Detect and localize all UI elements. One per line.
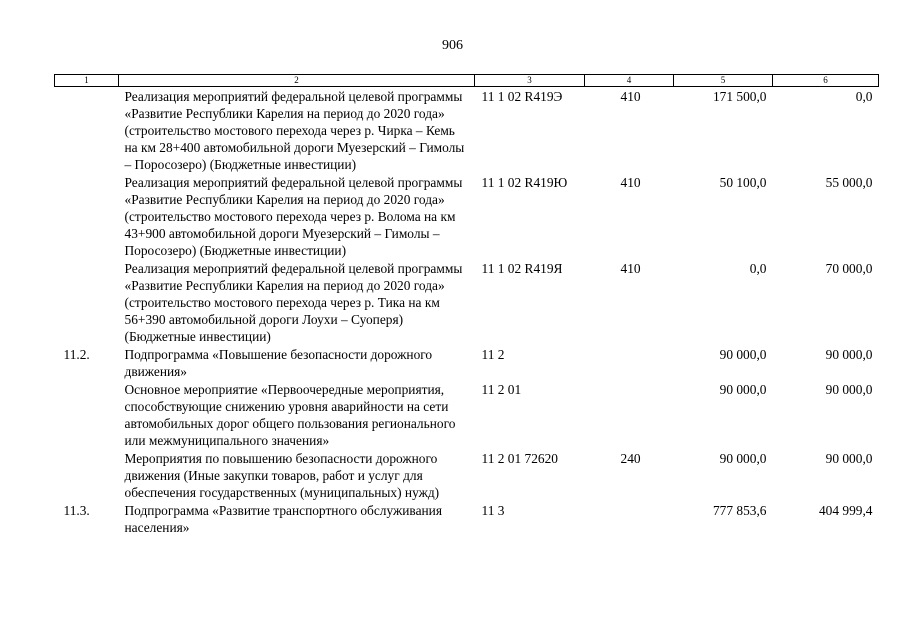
row-number xyxy=(55,87,119,174)
column-header-2: 2 xyxy=(119,75,475,87)
table-header-row xyxy=(55,75,879,87)
row-expense-type xyxy=(585,501,674,536)
row-sum-col6: 404 999,4 xyxy=(818,503,873,518)
row-sum-col5: 90 000,0 xyxy=(719,347,767,362)
table-row xyxy=(55,501,879,536)
row-expense-type: 410 xyxy=(620,261,641,276)
row-code: 11 3 xyxy=(481,503,505,518)
row-sum-col6: 90 000,0 xyxy=(825,382,873,397)
row-code: 11 2 01 xyxy=(481,382,522,397)
row-sum-col6: 90 000,0 xyxy=(825,347,873,362)
row-name: Подпрограмма «Развитие транспортного обслуживания населения» xyxy=(124,503,443,535)
row-sum-col6: 70 000,0 xyxy=(825,261,873,276)
table-row xyxy=(55,345,879,380)
row-code: 11 1 02 R419Я xyxy=(481,261,563,276)
column-header-1: 1 xyxy=(55,75,119,87)
row-sum-col5: 171 500,0 xyxy=(712,89,767,104)
table-row xyxy=(55,87,879,174)
column-header-5: 5 xyxy=(674,75,773,87)
row-sum-col5: 90 000,0 xyxy=(719,382,767,397)
row-sum-col5: 777 853,6 xyxy=(712,503,767,518)
row-code: 11 1 02 R419Ю xyxy=(481,175,568,190)
row-sum-col5: 50 100,0 xyxy=(719,175,767,190)
column-header-3: 3 xyxy=(475,75,585,87)
table-row xyxy=(55,449,879,501)
row-number xyxy=(55,173,119,259)
column-header-4: 4 xyxy=(585,75,674,87)
row-name: Реализация мероприятий федеральной целевой программы «Развитие Республики Карелия на период до 2020 года» (строительство мостового перехода через р. Волома на км 43+900 автомобильной дороги Муезерский – Гимолы – Поросозеро) (Бюджетные инвестиции) xyxy=(124,175,463,258)
row-number: 11.2. xyxy=(63,347,90,362)
row-name: Мероприятия по повышению безопасности дорожного движения (Иные закупки товаров, работ и услуг для обеспечения государственных (муниципальных) нужд) xyxy=(124,451,440,500)
row-sum-col5: 90 000,0 xyxy=(719,451,767,466)
row-name: Реализация мероприятий федеральной целевой программы «Развитие Республики Карелия на период до 2020 года» (строительство мостового перехода через р. Тика на км 56+390 автомобильной дороги Лоухи – Суоперя) (Бюджетные инвестиции) xyxy=(124,261,463,344)
row-number xyxy=(55,449,119,501)
row-sum-col6: 90 000,0 xyxy=(825,451,873,466)
row-name: Реализация мероприятий федеральной целевой программы «Развитие Республики Карелия на период до 2020 года» (строительство мостового перехода через р. Чирка – Кемь на км 28+400 автомобильной дороги Муезерский – Гимолы – Поросозеро) (Бюджетные инвестиции) xyxy=(124,89,465,172)
table-row xyxy=(55,259,879,345)
row-name: Основное мероприятие «Первоочередные мероприятия, способствующие снижению уровня аварийности на сети автомобильных дорог общего пользования регионального или межмуниципального значения» xyxy=(124,382,456,448)
row-expense-type: 240 xyxy=(620,451,641,466)
row-expense-type xyxy=(585,380,674,449)
row-expense-type: 410 xyxy=(620,89,641,104)
table-row xyxy=(55,380,879,449)
row-expense-type xyxy=(585,345,674,380)
row-number xyxy=(55,259,119,345)
row-code: 11 2 xyxy=(481,347,505,362)
row-number xyxy=(55,380,119,449)
row-sum-col5: 0,0 xyxy=(749,261,767,276)
row-sum-col6: 55 000,0 xyxy=(825,175,873,190)
row-sum-col6: 0,0 xyxy=(855,89,873,104)
table-row xyxy=(55,173,879,259)
page-number: 906 xyxy=(442,38,463,53)
row-number: 11.3. xyxy=(63,503,90,518)
budget-table xyxy=(54,74,879,536)
row-code: 11 2 01 72620 xyxy=(481,451,558,466)
column-header-6: 6 xyxy=(773,75,879,87)
row-name: Подпрограмма «Повышение безопасности дорожного движения» xyxy=(124,347,433,379)
row-expense-type: 410 xyxy=(620,175,641,190)
row-code: 11 1 02 R419Э xyxy=(481,89,563,104)
